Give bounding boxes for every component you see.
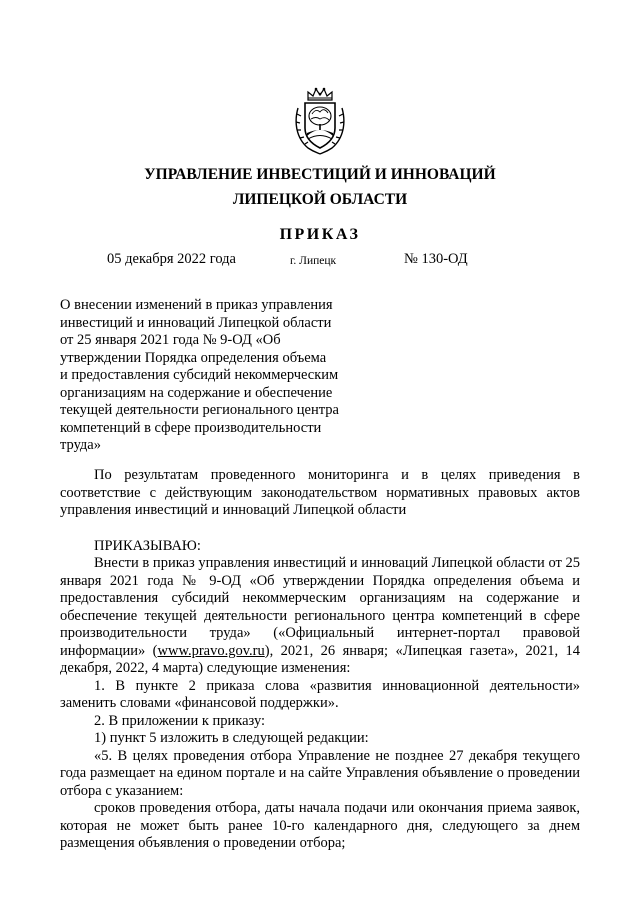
paragraph-1-text-a: Внести в приказ управления инвестиций и инноваций Липецкой области от 25 января 2021 года № 9-ОД «Об утверждении Порядка определения объема и предоставления субсидий некоммерческим организациям на содержание и обеспечение текущей деятельности регионального центра компетенций в сфере производительности труда» («Официальный интернет-портал правовой информации» ( (60, 555, 580, 659)
preamble-paragraph: По результатам проведенного мониторинга и в целях приведения в соответствие с действующим законодательством нормативных правовых актов управления инвестиций и инноваций Липецкой области (60, 467, 580, 518)
organization-name-line2: ЛИПЕЦКОЙ ОБЛАСТИ (232, 191, 408, 208)
subject-line: утверждении Порядка определения объема (60, 349, 327, 366)
organization-name-line1: УПРАВЛЕНИЕ ИНВЕСТИЦИЙ И ИННОВАЦИЙ (144, 166, 496, 183)
document-subject (60, 297, 370, 455)
subject-line: инвестиций и инноваций Липецкой области (60, 314, 332, 331)
subject-line: труда» (60, 437, 101, 453)
document-date: 05 декабря 2022 года (107, 251, 236, 267)
subject-line: и предоставления субсидий некоммерческим (60, 367, 339, 383)
paragraph-1 (60, 555, 580, 678)
subject-line: организациям на содержание и обеспечение (60, 384, 333, 401)
pravo-gov-link[interactable]: www.pravo.gov.ru (157, 642, 265, 659)
subject-line: от 25 января 2021 года № 9-ОД «Об (60, 332, 281, 348)
paragraph-1-text-b: ), 2021, 26 января; «Липецкая газета», 2021, 14 декабря, 2022, 4 марта) следующие изменения: (60, 642, 580, 676)
quoted-point-5: «5. В целях проведения отбора Управление не позднее 27 декабря текущего года размещает на едином портале и на сайте Управления объявление о проведении отбора с указанием: (60, 747, 580, 799)
document-city: г. Липецк (290, 255, 337, 267)
document-number: № 130-ОД (404, 251, 468, 267)
item-2-subitem-1: 1) пункт 5 изложить в следующей редакции: (94, 730, 369, 746)
subject-line: текущей деятельности регионального центра (60, 402, 339, 418)
terms-paragraph: сроков проведения отбора, даты начала подачи или окончания приема заявок, которая не может быть ранее 10-го календарного дня, следующего за днем размещения объявления о проведении отбора; (60, 800, 580, 851)
subject-line: О внесении изменений в приказ управления (60, 297, 333, 313)
lipetsk-coat-of-arms-icon (292, 86, 348, 156)
subject-line: компетенций в сфере производительности (60, 419, 322, 436)
item-1: 1. В пункте 2 приказа слова «развития инновационной деятельности» заменить словами «финансовой поддержки». (60, 677, 580, 711)
document-type-title: ПРИКАЗ (279, 226, 361, 243)
order-word: ПРИКАЗЫВАЮ: (94, 537, 201, 554)
item-2: 2. В приложении к приказу: (94, 712, 266, 729)
document-body (60, 467, 580, 853)
